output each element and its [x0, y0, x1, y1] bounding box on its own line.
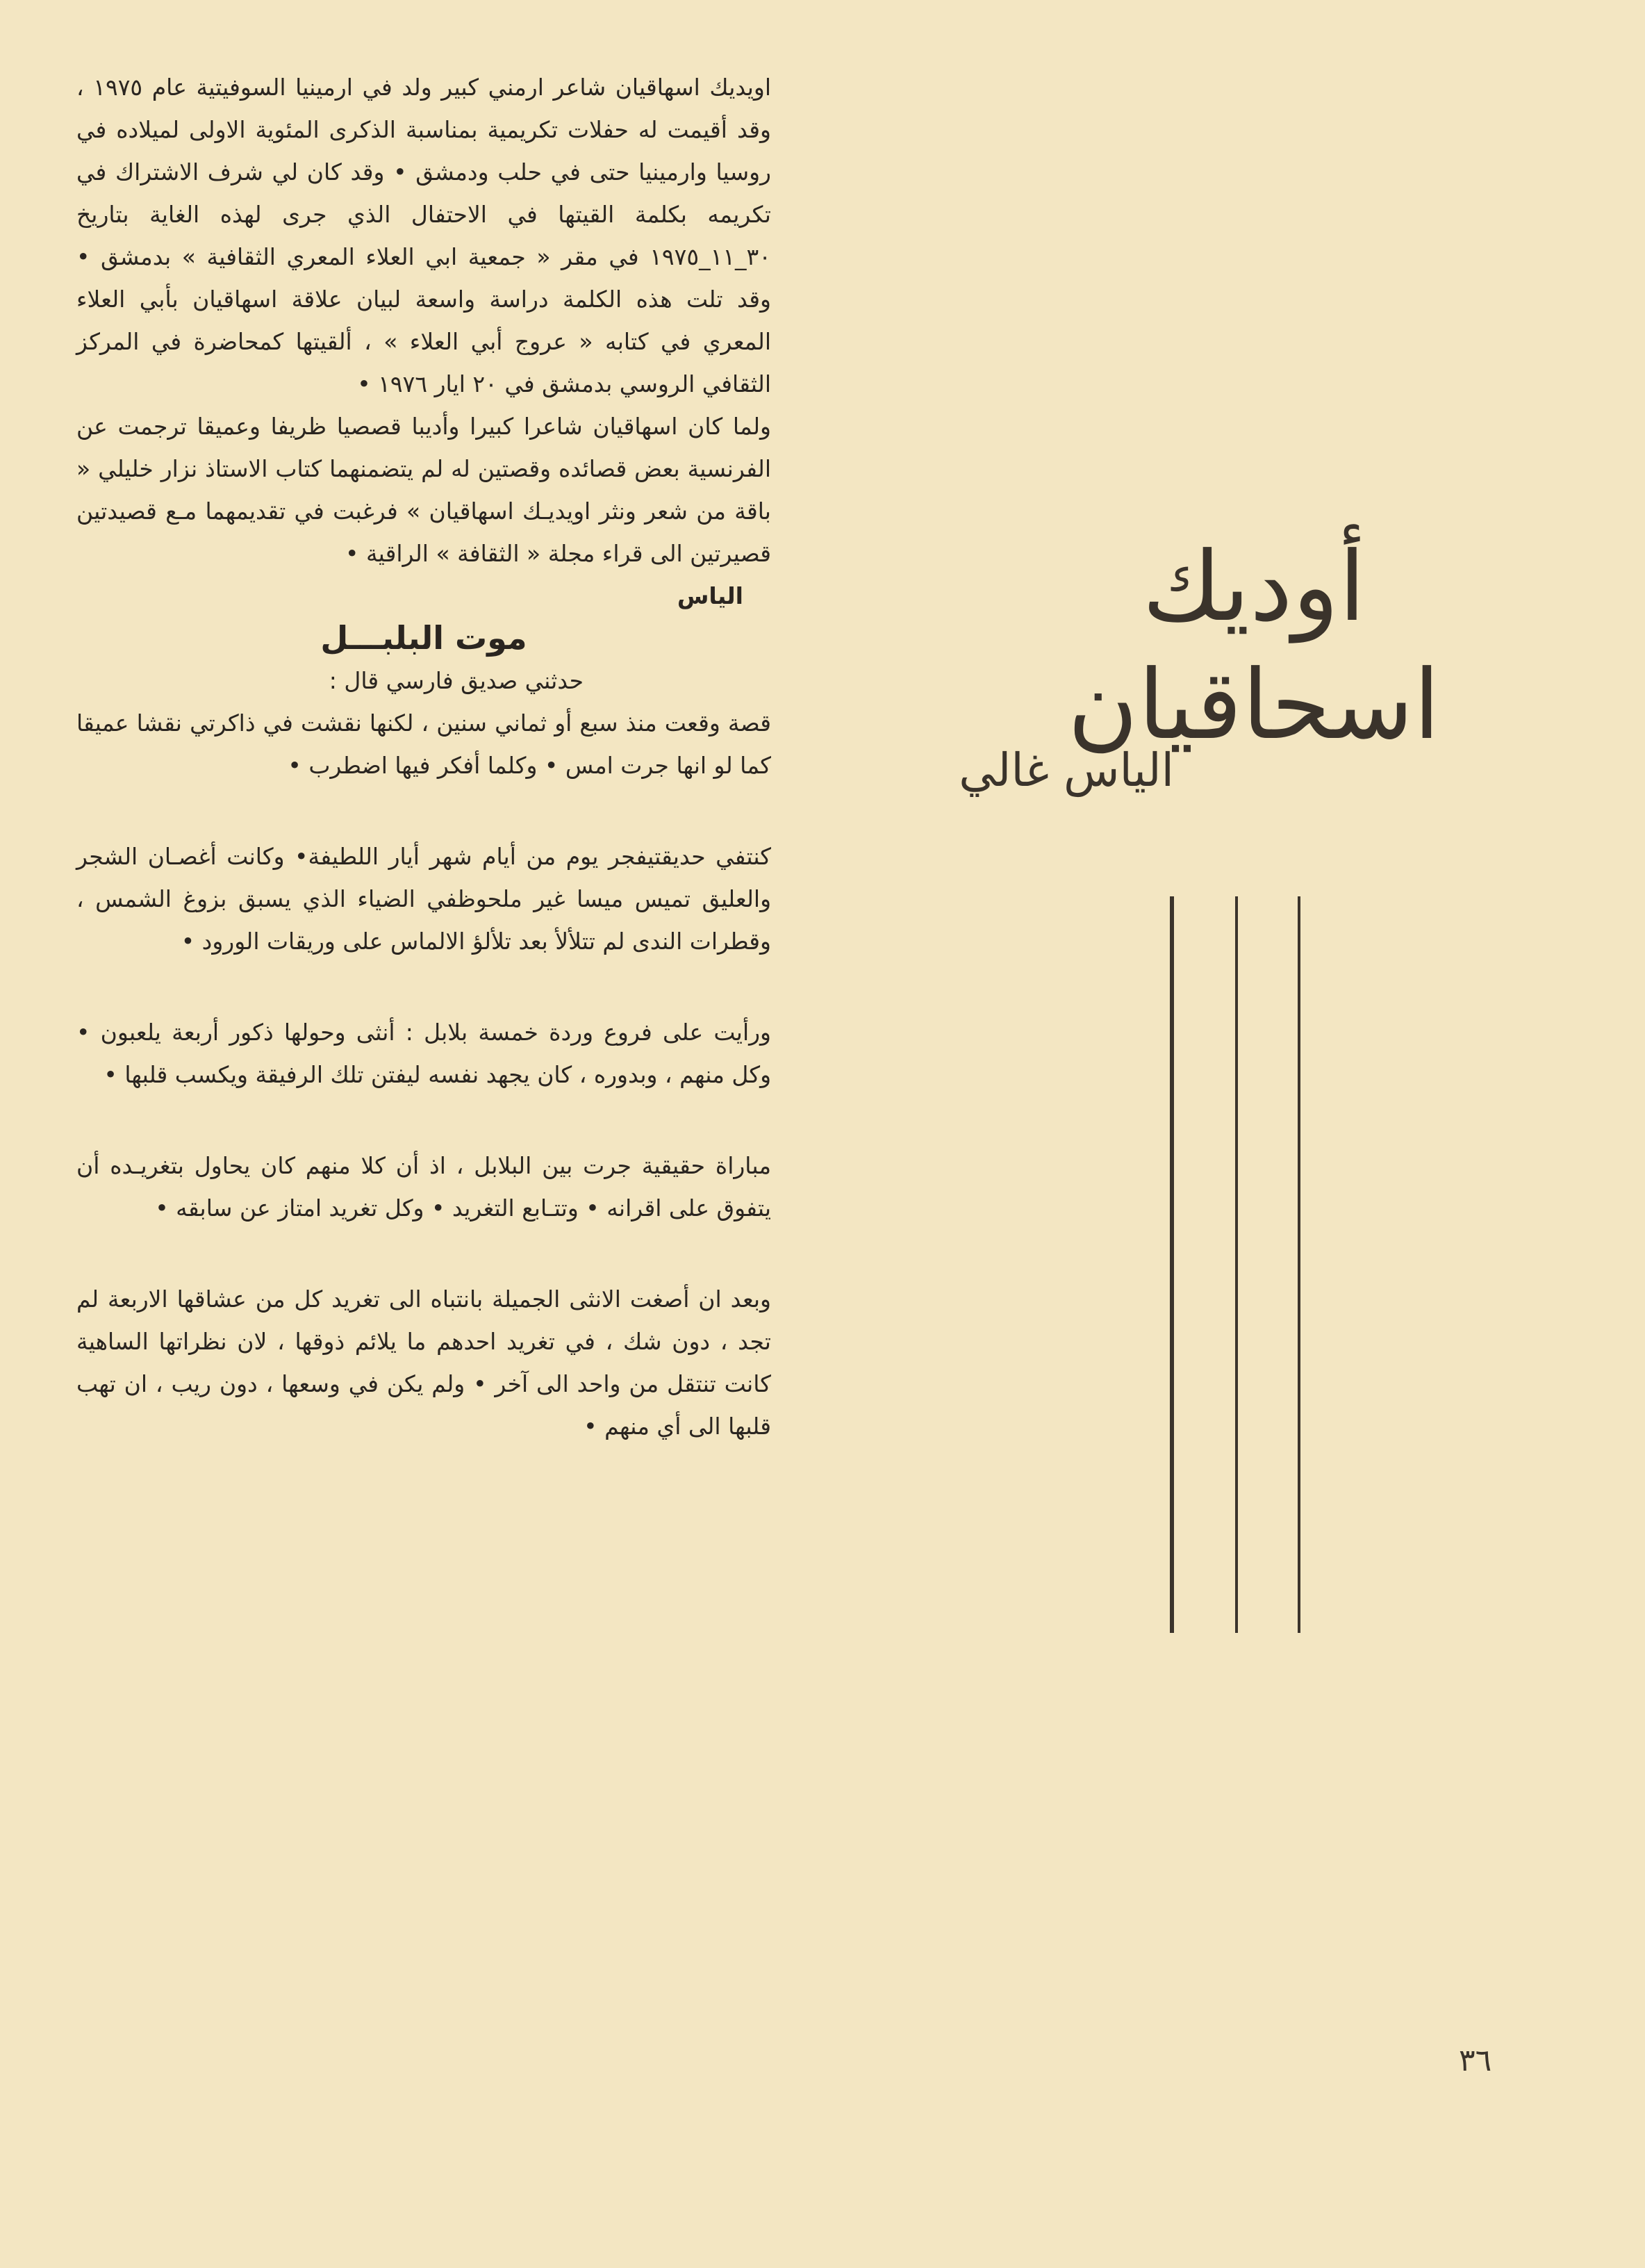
page-number: ٣٦	[1459, 2043, 1492, 2078]
intro-paragraph-1: اويديك اسهاقيان شاعر ارمني كبير ولد في ارمينيا السوفيتية عام ١٩٧٥ ، وقد أقيمت له حفلات تكريمية بمناسبة الذكرى المئوية الاولى لميلاده في روسيا وارمينيا حتى في حلب ودمشق • وقد كان لي شرف الاشتراك في تكريمه بكلمة القيتها في الاحتفال الذي جرى لهذه الغاية بتاريخ ٣٠_١١_١٩٧٥ في مقر « جمعية ابي العلاء المعري الثقافية » بدمشق • وقد تلت هذه الكلمة دراسة واسعة لبيان علاقة اسهاقيان بأبي العلاء المعري في كتابه « عروج أبي العلاء » ، ألقيتها كمحاضرة في المركز الثقافي الروسي بدمشق في ٢٠ ايار ١٩٧٦ •	[76, 74, 772, 397]
intro-signature: الياس	[677, 582, 743, 609]
decorative-rule	[1235, 896, 1238, 1633]
decorative-rule	[1298, 896, 1300, 1633]
decorative-rule	[1170, 896, 1174, 1633]
story-paragraph: قصة وقعت منذ سبع أو ثماني سنين ، لكنها نقشت في ذاكرتي نقشا عميقا كما لو انها جرت امس • وكلما أفكر فيها اضطرب •	[76, 709, 771, 779]
text-column	[76, 66, 771, 1496]
story-paragraph: كنتفي حديقتيفجر يوم من أيام شهر أيار اللطيفة• وكانت أغصـان الشجر والعليق تميس ميسا غير ملحوظفي الضياء الذي يسبق بزوغ الشمس ، وقطرات الندى لم تتلألأ بعد تلألؤ الالماس على وريقات الورود •	[76, 843, 771, 955]
story-title: موت البلبـــل	[320, 619, 527, 657]
story-paragraph: مباراة حقيقية جرت بين البلابل ، اذ أن كلا منهم كان يحاول بتغريـده أن يتفوق على اقرانه • وتتـابع التغريد • وكل تغريد امتاز عن سابقه •	[76, 1152, 771, 1222]
intro-paragraph-2: ولما كان اسهاقيان شاعرا كبيرا وأديبا قصصيا ظريفا وعميقا ترجمت عن الفرنسية بعض قصائده وقصتين له لم يتضمنهما كتاب الاستاذ نزار خليلي « باقة من شعر ونثر اويديـك اسهاقيان » فرغبت في تقديمهما مـع قصيدتين قصيرتين الى قراء مجلة « الثقافة » الراقية •	[76, 413, 771, 567]
article-title-block	[945, 528, 1563, 764]
article-title: أوديك اسحاقيان	[1067, 531, 1441, 761]
story-paragraph: وبعد ان أصغت الانثى الجميلة بانتباه الى تغريد كل من عشاقها الاربعة لم تجد ، دون شك ، في تغريد احدهم ما يلائم ذوقها ، لان نظراتها الساهية كانت تنتقل من واحد الى آخر • ولم يكن في وسعها ، دون ريب ، ان تهب قلبها الى أي منهم •	[76, 1285, 771, 1440]
story-paragraph: ورأيت على فروع وردة خمسة بلابل : أنثى وحولها ذكور أربعة يلعبون • وكل منهم ، وبدوره ، كان يجهد نفسه ليفتن تلك الرفيقة ويكسب قلبها •	[76, 1019, 771, 1088]
article-author: الياس غالي	[959, 743, 1174, 797]
story-subtitle: حدثني صديق فارسي قال :	[329, 667, 584, 694]
